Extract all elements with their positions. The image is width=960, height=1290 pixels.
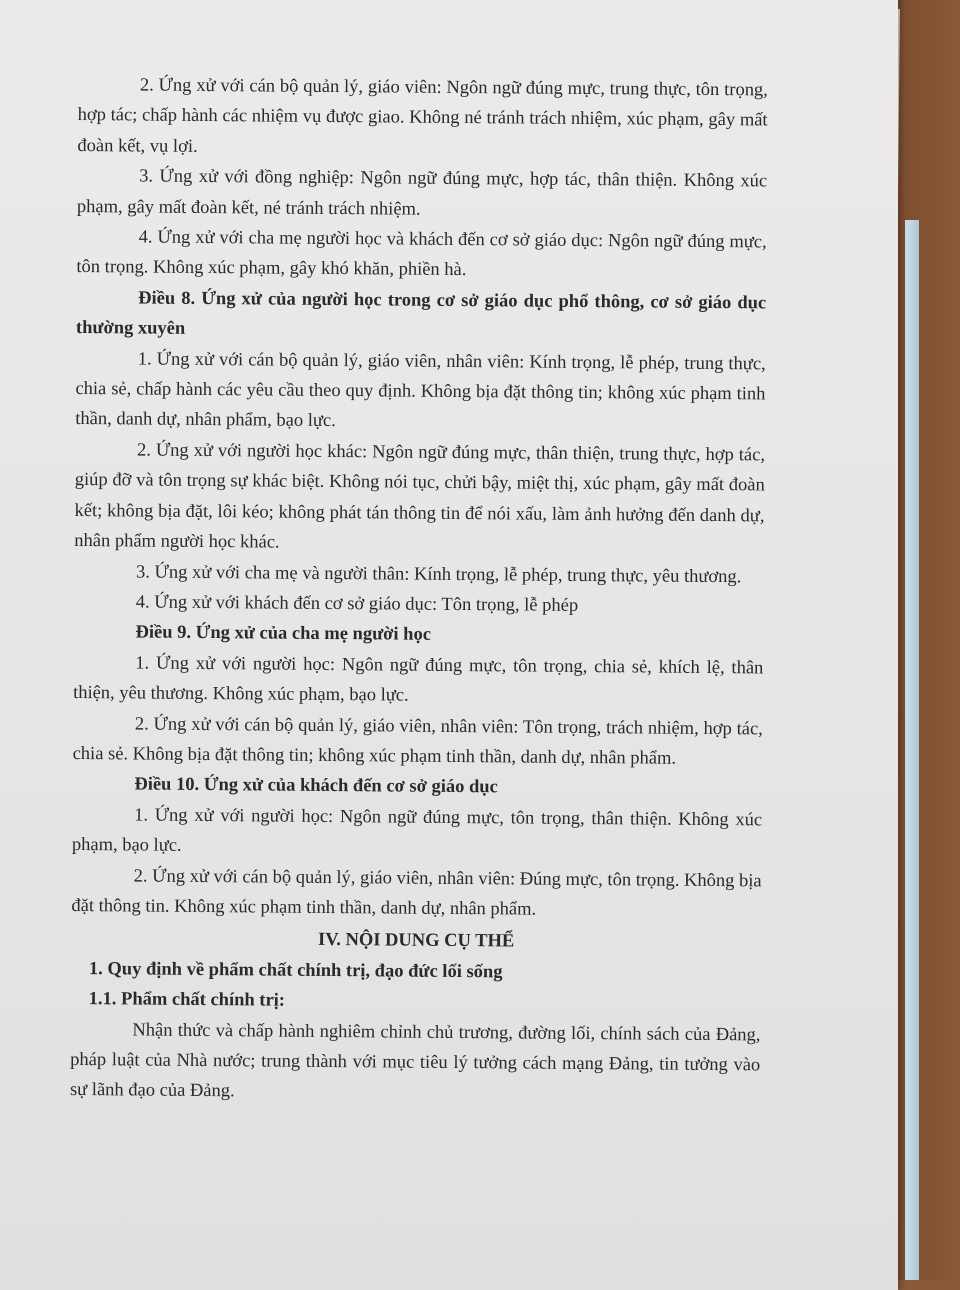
section-1-heading: 1. Quy định về phẩm chất chính trị, đạo đức lối sống [88, 958, 503, 983]
article-8-clause-3: 3. Ứng xử với cha mẹ và người thân: Kính trọng, lễ phép, trung thực, yêu thương. [135, 561, 742, 587]
article-9-clause-1: 1. Ứng xử với người học: Ngôn ngữ đúng mực, tôn trọng, chia sẻ, khích lệ, thân thiện, yêu thương. Không xúc phạm, bạo lực. [73, 653, 764, 706]
article-8-clause-2: 2. Ứng xử với người học khác: Ngôn ngữ đúng mực, thân thiện, trung thực, hợp tác, giúp đỡ và tôn trọng sự khác biệt. Không nói tục, chửi bậy, miệt thị, xúc phạm, gây mất đoàn kết; không bịa đặt, lôi kéo; không phát tán thông tin để nói xấu, làm ảnh hưởng đến danh dự, nhân phẩm người học khác. [74, 440, 766, 553]
clause-3-colleagues: 3. Ứng xử với đồng nghiệp: Ngôn ngữ đúng mực, hợp tác, thân thiện. Không xúc phạm, gây mất đoàn kết, né tránh trách nhiệm. [76, 166, 768, 220]
folder-edge [905, 220, 919, 1280]
article-10-heading: Điều 10. Ứng xử của khách đến cơ sở giáo dục [134, 774, 498, 798]
article-8-clause-4: 4. Ứng xử với khách đến cơ sở giáo dục: Tôn trọng, lễ phép [135, 592, 579, 616]
document-body [70, 70, 768, 1111]
article-10-clause-2: 2. Ứng xử với cán bộ quản lý, giáo viên, nhân viên: Đúng mực, tôn trọng. Không bịa đặt thông tin. Không xúc phạm tinh thần, danh dự, nhân phẩm. [71, 866, 762, 920]
article-10-clause-1: 1. Ứng xử với người học: Ngôn ngữ đúng mực, tôn trọng, thân thiện. Không xúc phạm, bạo lực. [71, 805, 763, 856]
section-iv-title: IV. NỘI DUNG CỤ THỂ [317, 930, 515, 952]
article-9-clause-2: 2. Ứng xử với cán bộ quản lý, giáo viên, nhân viên: Tôn trọng, trách nhiệm, hợp tác, chia sẻ. Không bịa đặt thông tin; không xúc phạm tinh thần, danh dự, nhân phẩm. [72, 713, 763, 769]
article-9-heading: Điều 9. Ứng xử của cha mẹ người học [135, 622, 432, 646]
article-8-clause-1: 1. Ứng xử với cán bộ quản lý, giáo viên, nhân viên: Kính trọng, lễ phép, trung thực, chia sẻ, chấp hành các yêu cầu theo quy định. Không bịa đặt thông tin; không xúc phạm tinh thần, danh dự, nhân phẩm, bạo lực. [75, 349, 766, 432]
clause-2-staff: 2. Ứng xử với cán bộ quản lý, giáo viên: Ngôn ngữ đúng mực, trung thực, tôn trọng, hợp tác; chấp hành các nhiệm vụ được giao. Không né tránh trách nhiệm, xúc phạm, gây mất đoàn kết, vụ lợi. [77, 75, 768, 157]
political-quality-paragraph: Nhận thức và chấp hành nghiêm chỉnh chủ trương, đường lối, chính sách của Đảng, pháp luật của Nhà nước; trung thành với mục tiêu lý tưởng cách mạng Đảng, tin tưởng vào sự lãnh đạo của Đảng. [69, 1020, 761, 1102]
article-8-heading: Điều 8. Ứng xử của người học trong cơ sở giáo dục phổ thông, cơ sở giáo dục thường xuyên [75, 288, 767, 340]
clause-4-parents-visitors: 4. Ứng xử với cha mẹ người học và khách đến cơ sở giáo dục: Ngôn ngữ đúng mực, tôn trọng. Không xúc phạm, gây khó khăn, phiền hà. [76, 227, 767, 281]
section-1-1-heading: 1.1. Phẩm chất chính trị: [88, 989, 286, 1011]
